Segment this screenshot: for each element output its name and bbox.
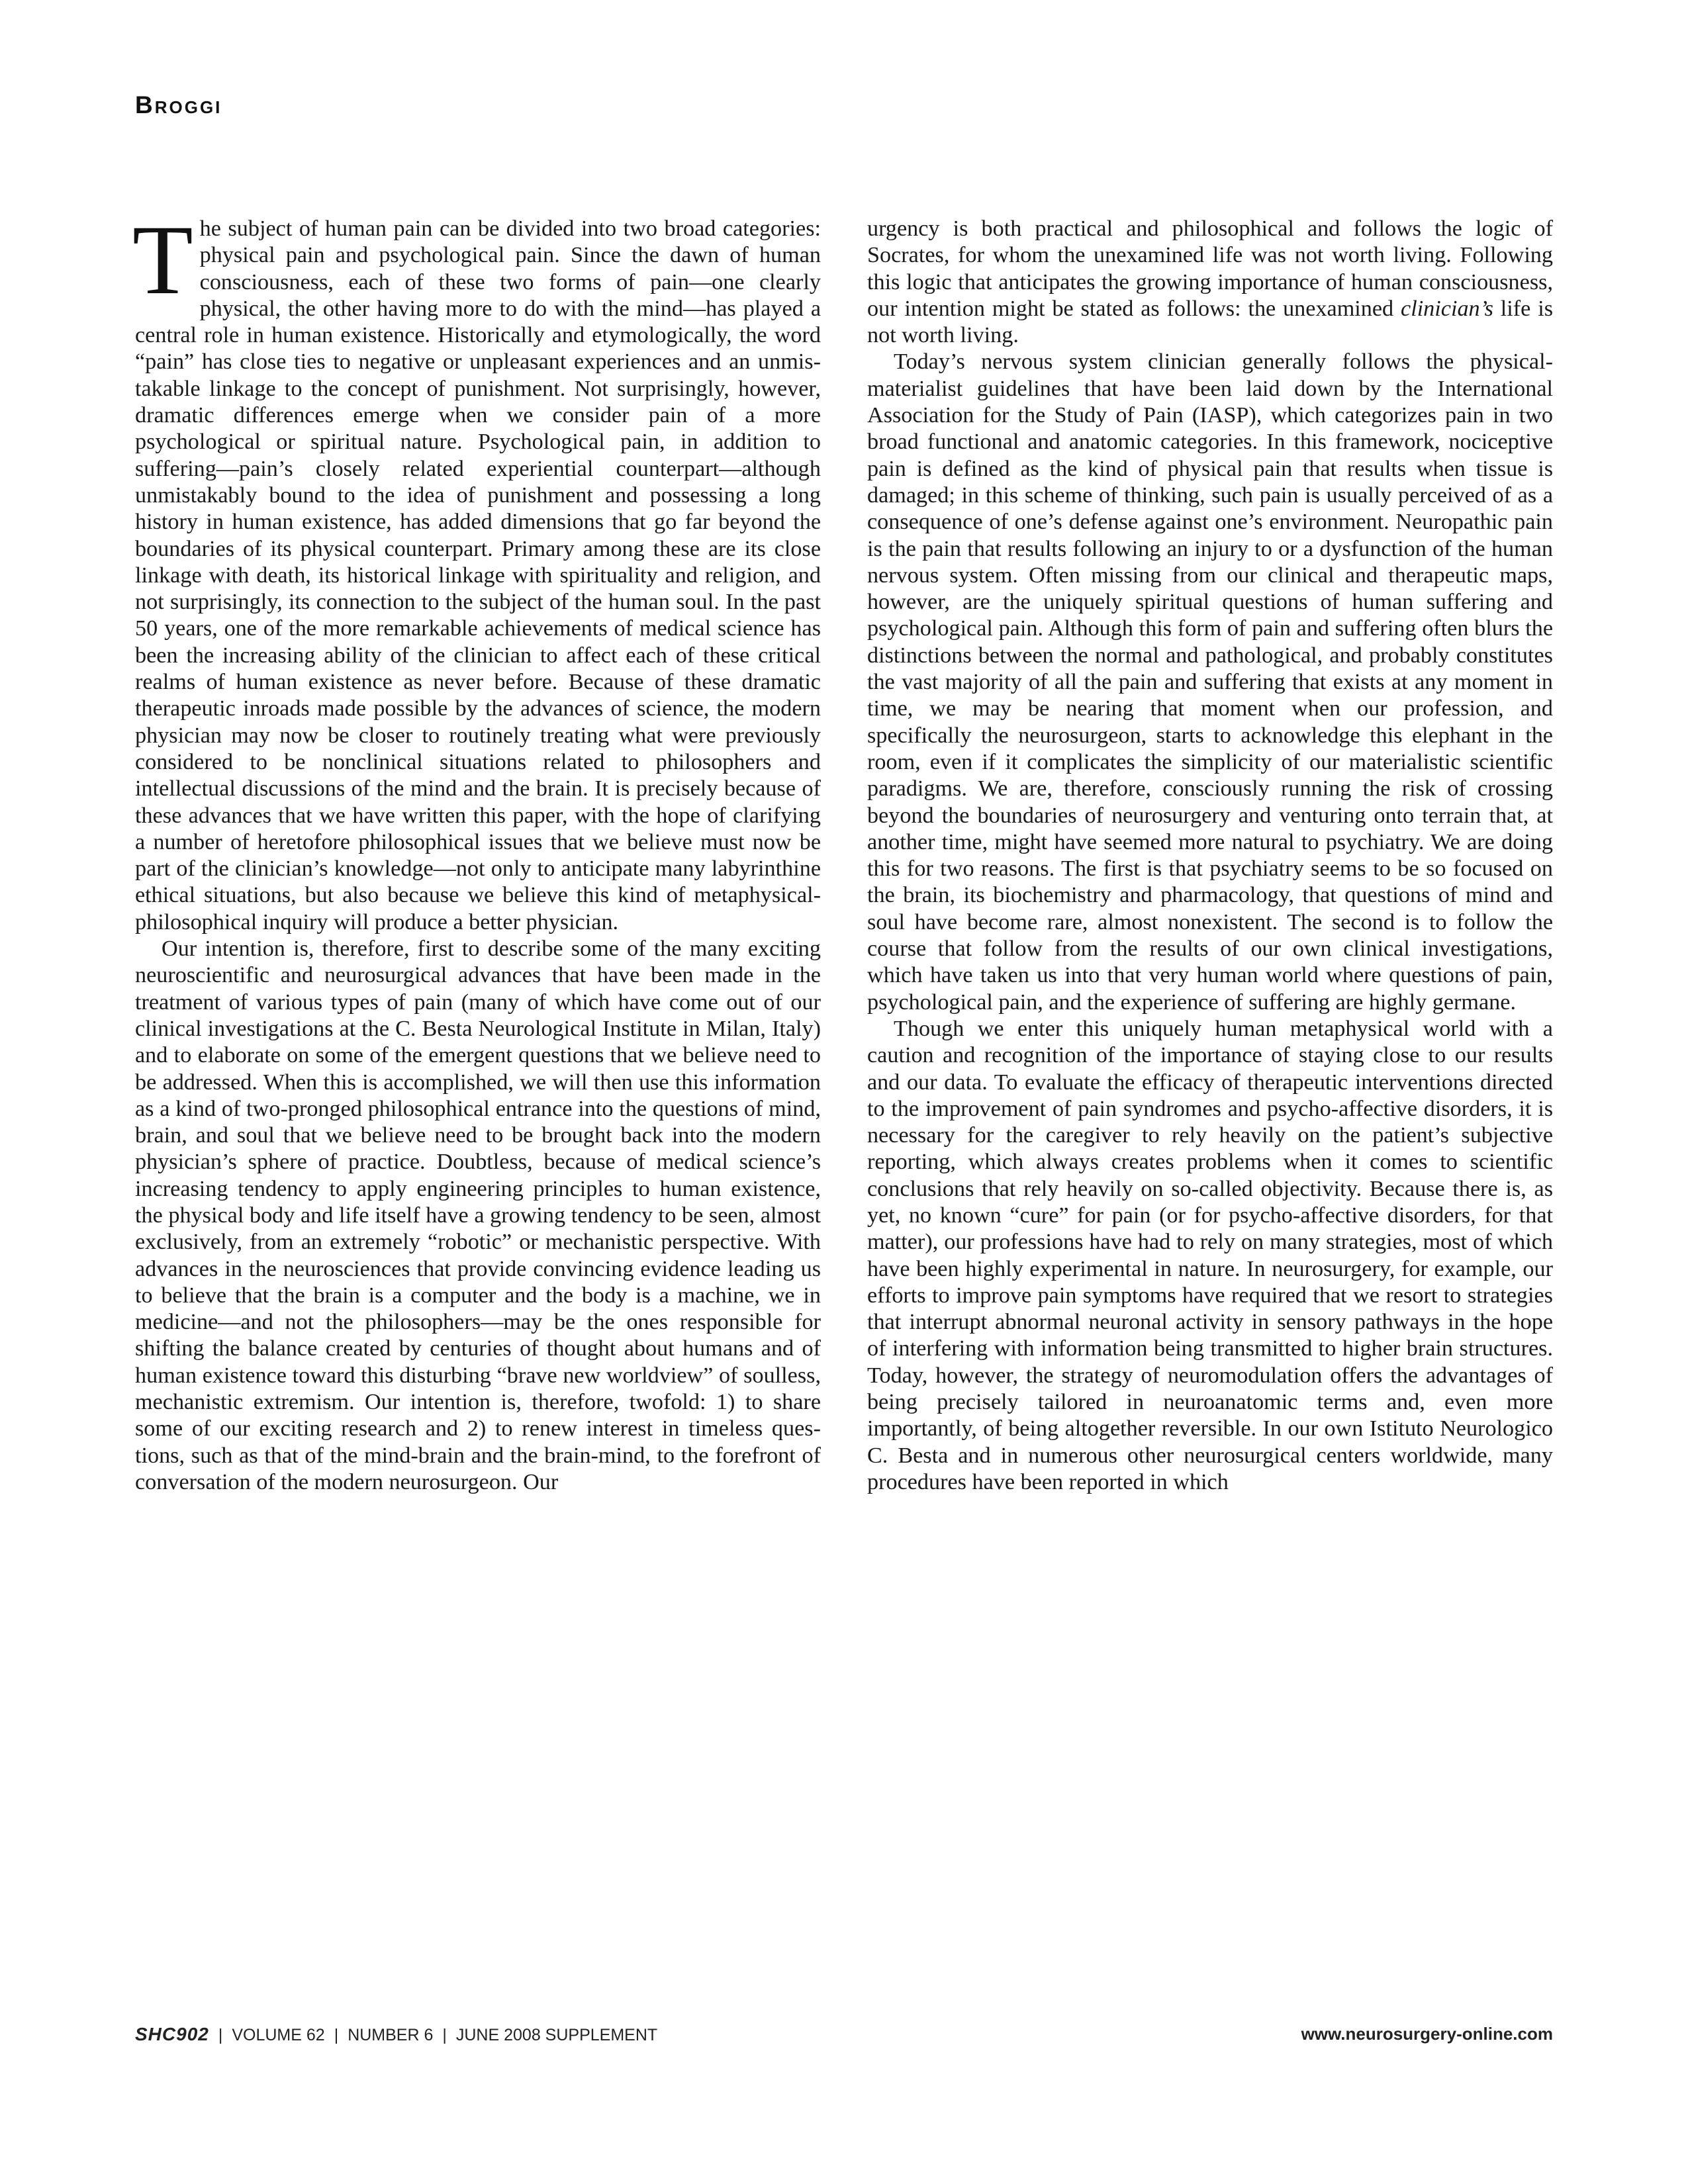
paragraph-text: urgency is both practical and philosophical and follows the logic of Socrates, for whom the unexamined life was not worth living. Following this logic that anticipates the growing importance of human consciousness, our intention might be stated as follows: the unexamined bbox=[867, 216, 1553, 321]
journal-website-link[interactable]: www.neurosurgery-online.com bbox=[1301, 2024, 1553, 2044]
paragraph bbox=[132, 205, 821, 936]
paragraph: Our intention is, therefore, first to describe some of the many exciting neuroscientific and neurosurgical advances that have been made in the treatment of various types of pain (many of which have come out of our clinical investigations at the C. Besta Neurological Institute in Milan, Italy) and to elaborate on some of the emergent questions that we believe need to be addressed. When this is accomplished, we will then use this information as a kind of two-pronged philosophical entrance into the questions of mind, brain, and soul that we believe need to be brought back into the modern physician’s sphere of practice. Doubtless, because of medical science’s increasing tendency to apply engineering principles to human existence, the physical body and life itself have a growing tendency to be seen, almost exclusively, from an extremely “robotic” or mechanistic perspective. With advances in the neurosciences that provide convincing evidence leading us to believe that the brain is a computer and the body is a machine, we in medicine—and not the philosophers—may be the ones responsible for shifting the balance created by centuries of thought about humans and of human existence toward this disturbing “brave new worldview” of soulless, mechanistic extremism. Our intention is, therefore, twofold: 1) to share some of our exciting research and 2) to renew interest in timeless questions, such as that of the mind-brain and the brain-mind, to the forefront of conversation of the modern neurosurgeon. Our bbox=[135, 936, 821, 1494]
footer-separator: | bbox=[334, 2026, 339, 2044]
right-column bbox=[867, 216, 1553, 1496]
drop-cap: T bbox=[132, 205, 193, 315]
page-number: SHC902 bbox=[135, 2024, 209, 2044]
italic-term: clinician’s bbox=[1401, 296, 1493, 321]
issue-date: JUNE 2008 SUPPLEMENT bbox=[455, 2026, 658, 2044]
paragraph bbox=[867, 216, 1553, 349]
left-column bbox=[132, 205, 821, 1496]
paragraph: Though we enter this uniquely human metaphysical world with a caution and recognition of the importance of staying close to our results and our data. To evaluate the efficacy of therapeutic interventions directed to the improvement of pain syndromes and psycho-affective disorders, it is necessary for the caregiver to rely heavily on the patient’s subjective reporting, which always creates problems when it comes to scientific conclusions that rely heavily on so-called objectivity. Because there is, as yet, no known “cure” for pain (or for psycho-affective disorders, for that matter), our professions have had to rely on many strategies, most of which have been highly experimental in nature. In neurosurgery, for example, our efforts to improve pain symptoms have required that we resort to strategies that interrupt abnormal neuronal activity in sensory pathways in the hope of interfering with information being transmitted to higher brain structures. Today, however, the strategy of neuromodulation offers the advantages of being precisely tailored in neuroanatomic terms and, even more importantly, of being altogether reversible. In our own Istituto Neurologico C. Besta and in numerous other neurosurgical centers worldwide, many procedures have been reported in which bbox=[867, 1016, 1553, 1494]
footer-separator: | bbox=[218, 2026, 223, 2044]
paragraph-text: he subject of human pain can be divided into two broad categories: physical pain and psychological pain. Since the dawn of human consciousness, each of these two forms of pain—one clearly physical, the other having more to do with the mind—has played a central role in human existence. Historically and etymologically, the word “pain” has close ties to negative or unpleasant experiences and an unmistakable linkage to the concept of punishment. Not surprisingly, however, dramatic differences emerge when we consider pain of a more psychological or spiritual nature. Psychological pain, in addition to suffering—pain’s closely related experiential counterpart—although unmistakably bound to the idea of punishment and possessing a long history in human existence, has added dimensions that go far beyond the boundaries of its physical counterpart. Primary among these are its close linkage with death, its historical linkage with spirituality and religion, and not surprisingly, its connection to the subject of the human soul. In the past 50 years, one of the more remarkable achievements of medical science has been the increasing ability of the clinician to affect each of these critical realms of human existence as never before. Because of these dramatic therapeutic inroads made possible by the advances of science, the modern physician may now be closer to routinely treating what were previously considered to be nonclinical situations related to philosophers and intellectual discussions of the mind and the brain. It is precisely because of these advances that we have written this paper, with the hope of clarifying a number of heretofore philosophical issues that we believe must now be part of the clinician’s knowledge—not only to anticipate many labyrinthine ethical situations, but also because we believe this kind of metaphysical-philosophical inquiry will produce a better physician. bbox=[135, 216, 821, 934]
footer-citation bbox=[135, 2024, 657, 2045]
footer-separator: | bbox=[442, 2026, 447, 2044]
paragraph: Today’s nervous system clinician generally follows the physical-materialist guidelines that have been laid down by the International Association for the Study of Pain (IASP), which categorizes pain in two broad functional and anatomic categories. In this framework, nociceptive pain is defined as the kind of physical pain that results when tissue is damaged; in this scheme of thinking, such pain is usually perceived of as a consequence of one’s defense against one’s environment. Neuropathic pain is the pain that results following an injury to or a dysfunction of the human nervous system. Often missing from our clinical and therapeutic maps, however, are the uniquely spiritual questions of human suffering and psychological pain. Although this form of pain and suffering often blurs the distinctions between the normal and pathological, and probably constitutes the vast majority of all the pain and suffering that exists at any moment in time, we may be nearing that moment when our profession, and specifically the neurosurgeon, starts to acknowledge this elephant in the room, even if it complicates the simplicity of our materialistic scientific paradigms. We are, therefore, consciously running the risk of crossing beyond the boundaries of neurosurgery and venturing onto terrain that, at another time, might have seemed more natural to psychiatry. We are doing this for two reasons. The first is that psychiatry seems to be so focused on the brain, its biochemistry and pharmacology, that questions of mind and soul have become rare, almost nonexistent. The second is to follow the course that follow from the results of our own clinical investigations, which have taken us into that very human world where questions of pain, psychological pain, and the experience of suffering are highly germane. bbox=[867, 349, 1553, 1015]
volume: VOLUME 62 bbox=[232, 2026, 325, 2044]
issue-number: NUMBER 6 bbox=[348, 2026, 434, 2044]
running-head: Broggi bbox=[135, 91, 222, 118]
page-footer bbox=[135, 2024, 1553, 2053]
paragraph-text: life is not worth living. bbox=[867, 296, 1553, 348]
